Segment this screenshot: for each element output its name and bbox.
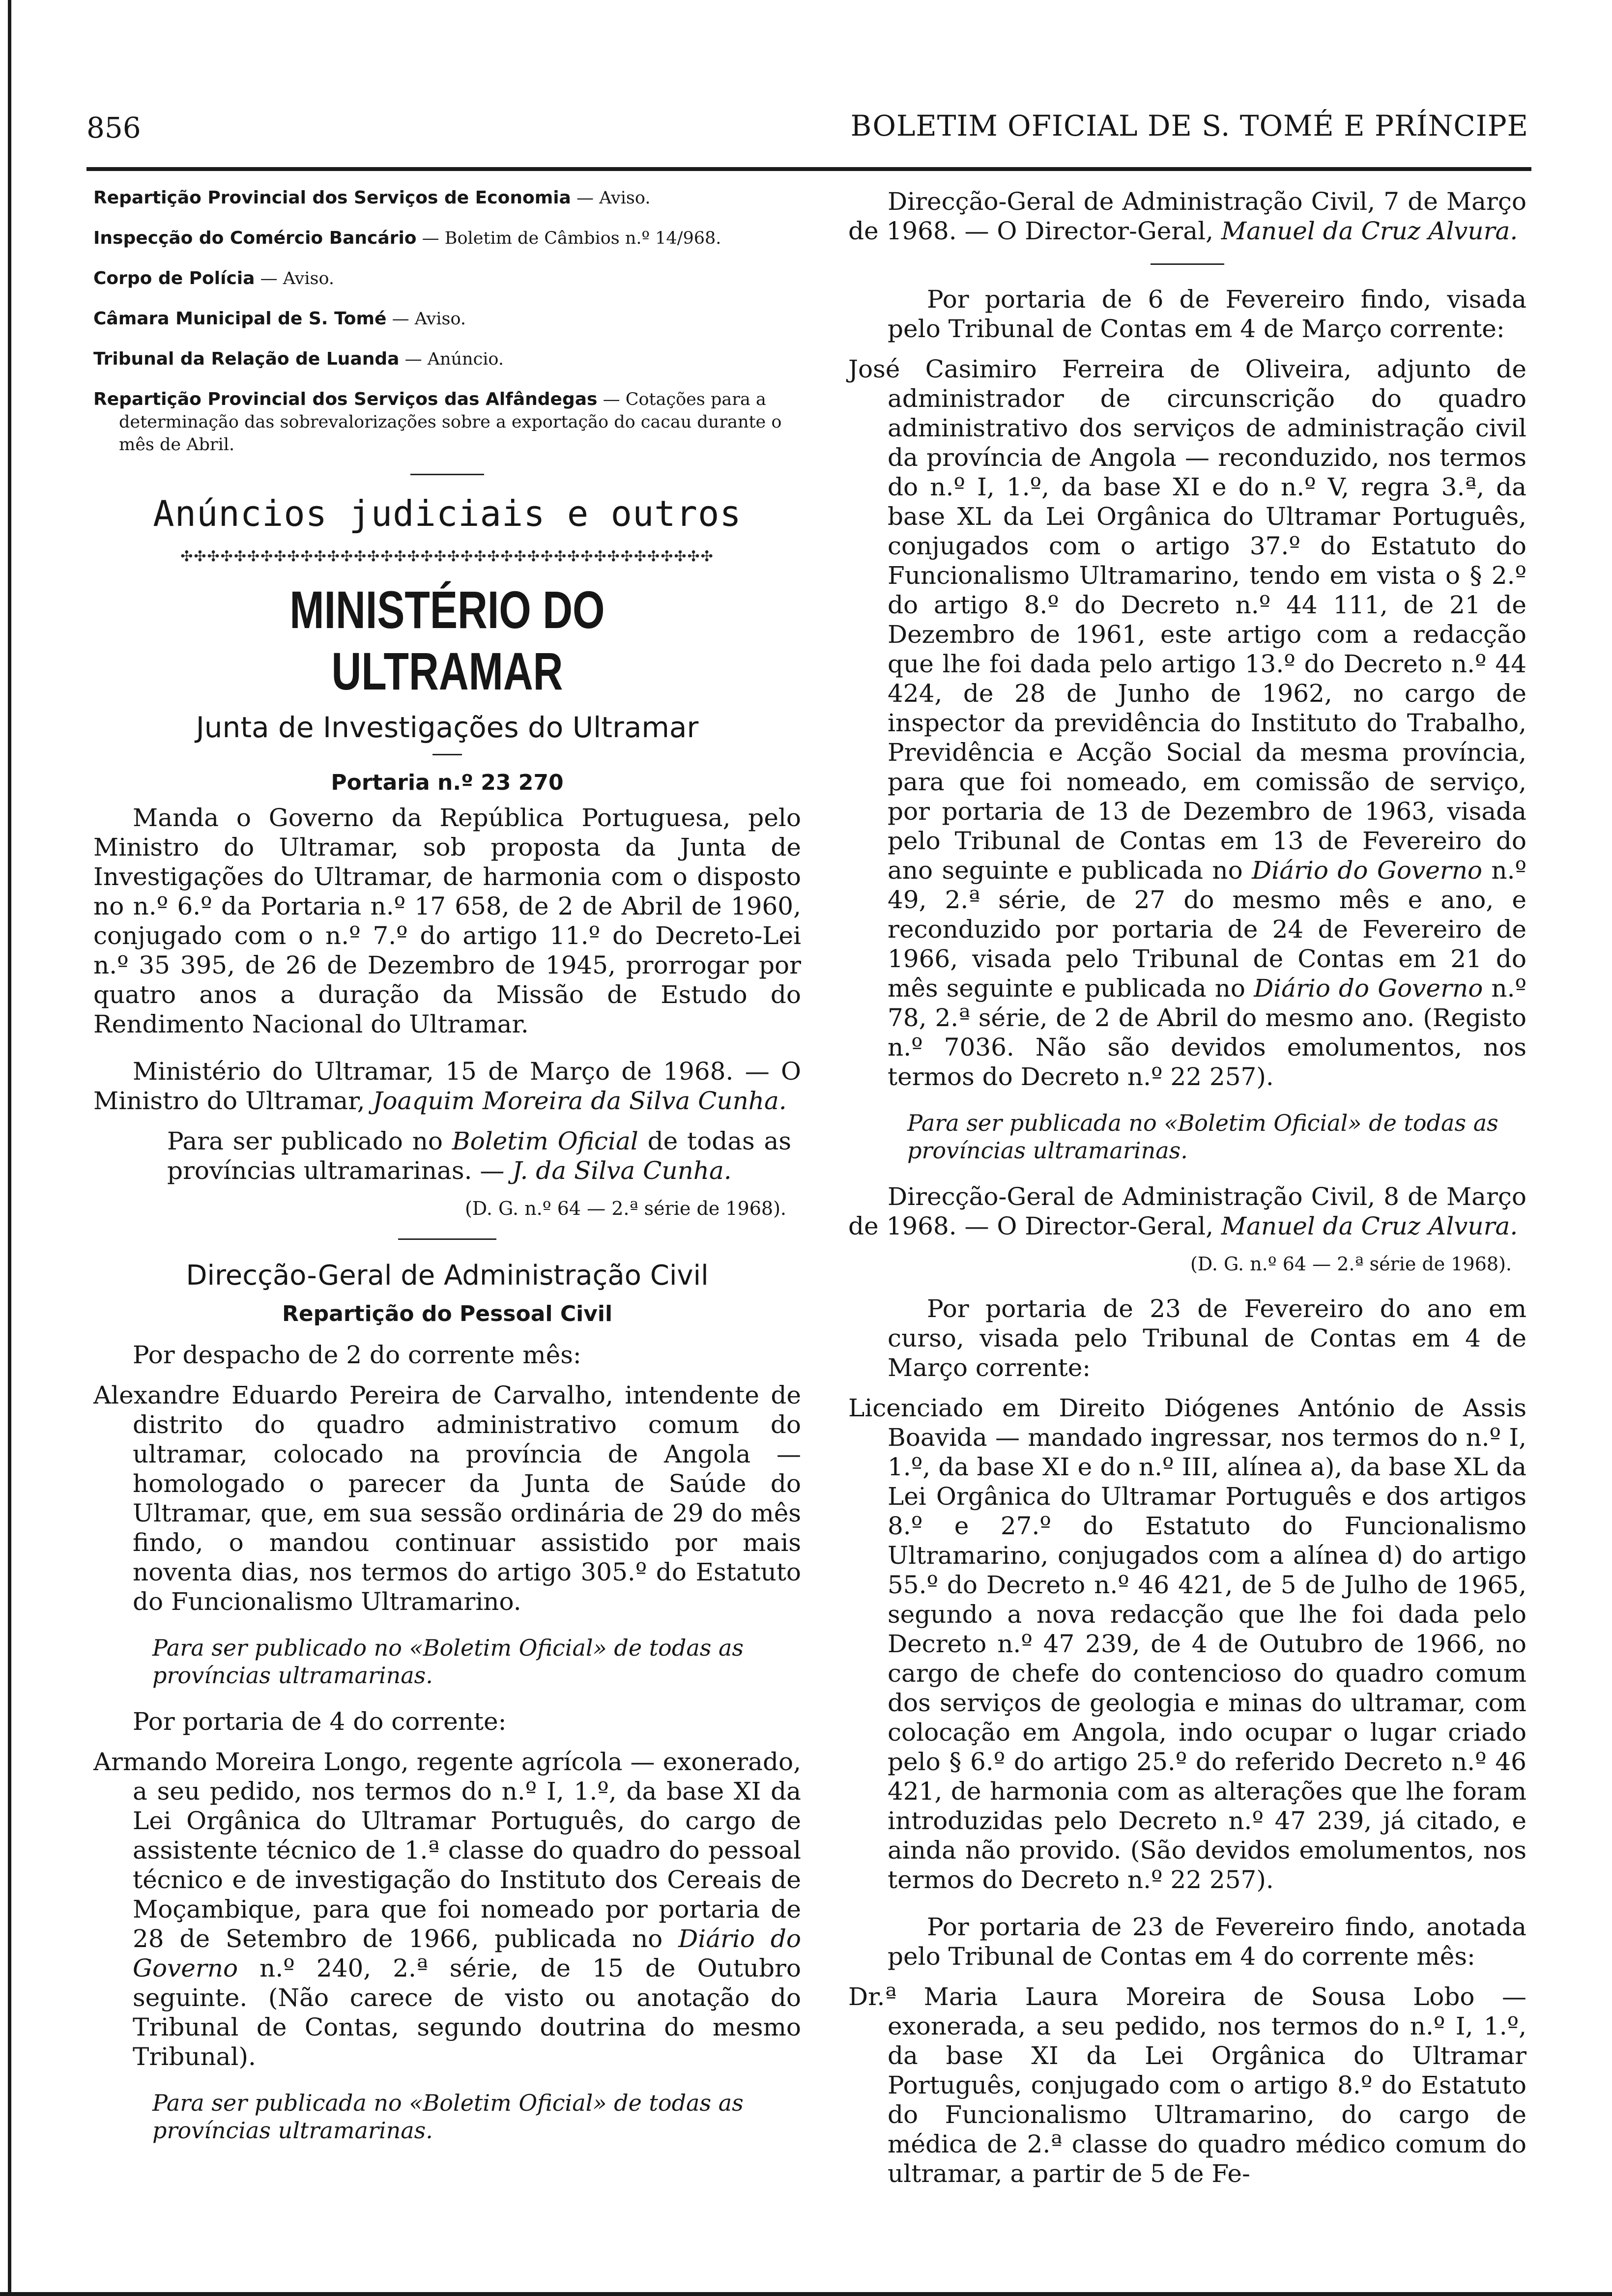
summary-item: Corpo de Polícia — Aviso. <box>93 268 335 288</box>
portaria-2-intro: Por portaria de 23 de Fevereiro do ano em curso, visada pelo Tribunal de Contas em 4 de Março corrente: <box>888 1294 1526 1382</box>
dateline-2: Direcção-Geral de Administração Civil, 8 de Março de 1968. — O Director-Geral, Manuel da Cruz Alvura. <box>848 1182 1526 1240</box>
portaria-longo-body: Armando Moreira Longo, regente agrícola — exonerado, a seu pedido, nos termos do n.º I, 1.º, da base XI da Lei Orgânica do Ultramar Português, do cargo de assistente técnico de 1.ª classe do quadro do pessoal técnico e de investigação do Instituto dos Cereais de Moçambique, para que foi nomeado por portaria de 28 de Setembro de 1966, publicada no Diário do Governo n.º 240, 2.ª série, de 15 de Outubro seguinte. (Não carece de visto ou anotação do Tribunal de Contas, segundo doutrina do mesmo Tribunal). <box>93 1748 802 2071</box>
portaria-intro: Por portaria de 4 do corrente: <box>133 1707 507 1736</box>
portaria-body: Manda o Governo da República Portuguesa, pelo Ministro do Ultramar, sob proposta da Junta de Investigações do Ultramar, de harmonia com o disposto no n.º 6.º da Portaria n.º 17 658, de 2 de Abril de 1960, conjugado com o n.º 7.º do artigo 11.º do Decreto-Lei n.º 35 395, de 26 de Dezembro de 1945, prorrogar por quatro anos a duração da Missão de Estudo do Rendimento Nacional do Ultramar. <box>93 804 801 1038</box>
summary-item: Inspecção do Comércio Bancário — Boletim de Câmbios n.º 14/968. <box>93 228 721 248</box>
portaria-2-body: Licenciado em Direito Diógenes António de Assis Boavida — mandado ingressar, nos termos do n.º I, 1.º, da base XI e do n.º III, alínea a), da base XL da Lei Orgânica do Ultramar Português e dos artigos 8.º e 27.º do Estatuto do Funcionalismo Ultramarino, conjugados com a alínea d) do artigo 55.º do Decreto n.º 46 421, de 5 de Julho de 1965, segundo a nova redacção que lhe foi dada pelo Decreto n.º 47 239, de 4 de Outubro de 1966, no cargo de chefe do contencioso do quadro comum dos serviços de geologia e minas do ultramar, com colocação em Angola, indo ocupar o lugar criado pelo § 6.º do artigo 25.º do referido Decreto n.º 46 421, de harmonia com as alterações que lhe foram introduzidas pelo Decreto n.º 47 239, já citado, e ainda não provido. (São devidos emolumentos, nos termos do Decreto n.º 22 257). <box>848 1394 1526 1894</box>
portaria-signature: Ministério do Ultramar, 15 de Março de 1968. — O Ministro do Ultramar, Joaquim Moreira da Silva Cunha. <box>93 1057 801 1115</box>
despacho-publish-note: Para ser publicado no «Boletim Oficial» de todas as províncias ultramarinas. <box>152 1635 744 1689</box>
portaria-1-intro: Por portaria de 6 de Fevereiro findo, visada pelo Tribunal de Contas em 4 de Março corrente: <box>888 285 1526 343</box>
portaria-longo-note: Para ser publicada no «Boletim Oficial» de todas as províncias ultramarinas. <box>152 2090 744 2144</box>
separator-rule <box>398 1238 496 1240</box>
summary-item: Repartição Provincial dos Serviços de Economia — Aviso. <box>93 188 651 208</box>
scan-edge-bottom <box>0 2292 1612 2296</box>
summary-item: Câmara Municipal de S. Tomé — Aviso. <box>93 309 466 329</box>
portaria-citation: (D. G. n.º 64 — 2.ª série de 1968). <box>464 1198 786 1219</box>
citation-2: (D. G. n.º 64 — 2.ª série de 1968). <box>1190 1253 1512 1275</box>
header-rule <box>86 167 1531 171</box>
right-column <box>848 187 1526 2188</box>
portaria-publish-note: Para ser publicado no Boletim Oficial de todas as províncias ultramarinas. — J. da Silva Cunha. <box>167 1127 791 1185</box>
separator-dash <box>432 754 462 755</box>
page-number: 856 <box>86 111 141 144</box>
repartição-subheading: Repartição do Pessoal Civil <box>282 1301 613 1326</box>
scan-edge-left <box>8 0 11 2296</box>
portaria-heading: Portaria n.º 23 270 <box>331 770 564 795</box>
despacho-body: Alexandre Eduardo Pereira de Carvalho, intendente de distrito do quadro administrativo comum do ultramar, colocado na província de Angola — homologado o parecer da Junta de Saúde do Ultramar, que, em sua sessão ordinária de 29 do mês findo, o mandou continuar assistido por mais noventa dias, nos termos do artigo 305.º do Estatuto do Funcionalismo Ultramarino. <box>93 1381 801 1616</box>
summary-list <box>93 187 801 456</box>
ministry-heading: MINISTÉRIO DO ULTRAMAR <box>289 580 605 701</box>
summary-item: Repartição Provincial dos Serviços das Alfândegas — Cotações para a determinação das sobrevalorizações sobre a exportação do cacau durante o mês de Abril. <box>93 389 782 455</box>
junta-heading: Junta de Investigações do Ultramar <box>196 711 699 744</box>
left-column <box>93 187 801 2144</box>
ornament-border: ✣✣✣✣✣✣✣✣✣✣✣✣✣✣✣✣✣✣✣✣✣✣✣✣✣✣✣✣✣✣✣✣✣✣✣✣✣✣✣✣ <box>180 548 714 565</box>
summary-item: Tribunal da Relação de Luanda — Anúncio. <box>93 349 504 369</box>
publication-title: BOLETIM OFICIAL DE S. TOMÉ E PRÍNCIPE <box>850 109 1528 143</box>
section-heading: Anúncios judiciais e outros <box>153 493 742 534</box>
separator-rule <box>1151 263 1224 265</box>
despacho-intro: Por despacho de 2 do corrente mês: <box>133 1341 581 1369</box>
separator-rule <box>410 474 484 475</box>
portaria-3-intro: Por portaria de 23 de Fevereiro findo, anotada pelo Tribunal de Contas em 4 do corrente mês: <box>888 1913 1526 1971</box>
portaria-1-body: José Casimiro Ferreira de Oliveira, adjunto de administrador de circunscrição do quadro administrativo dos serviços de administração civil da província de Angola — reconduzido, nos termos do n.º I, 1.º, da base XI e do n.º V, regra 3.ª, da base XL da Lei Orgânica do Ultramar Português, conjugados com o artigo 37.º do Estatuto do Funcionalismo Ultramarino, tendo em vista o § 2.º do artigo 8.º do Decreto n.º 44 111, de 21 de Dezembro de 1961, este artigo com a redacção que lhe foi dada pelo artigo 13.º do Decreto n.º 44 424, de 28 de Junho de 1962, no cargo de inspector da previdência do Instituto do Trabalho, Previdência e Acção Social da mesma província, para que foi nomeado, em comissão de serviço, por portaria de 13 de Dezembro de 1963, visada pelo Tribunal de Contas em 13 de Fevereiro do ano seguinte e publicada no Diário do Governo n.º 49, 2.ª série, de 27 do mesmo mês e ano, e reconduzido por portaria de 24 de Fevereiro de 1966, visada pelo Tribunal de Contas em 21 do mês seguinte e publicada no Diário do Governo n.º 78, 2.ª série, de 2 de Abril do mesmo ano. (Registo n.º 7036. Não são devidos emolumentos, nos termos do Decreto n.º 22 257). <box>848 355 1527 1091</box>
portaria-3-body: Dr.ª Maria Laura Moreira de Sousa Lobo — exonerada, a seu pedido, nos termos do n.º I, 1.º, da base XI da Lei Orgânica do Ultramar Português, conjugado com o artigo 8.º do Estatuto do Funcionalismo Ultramarino, do cargo de médica de 2.ª classe do quadro médico comum do ultramar, a partir de 5 de Fe- <box>848 1982 1526 2188</box>
direccao-heading: Direcção-Geral de Administração Civil <box>186 1260 709 1292</box>
portaria-1-note: Para ser publicada no «Boletim Oficial» de todas as províncias ultramarinas. <box>907 1110 1498 1164</box>
dateline-1: Direcção-Geral de Administração Civil, 7 de Março de 1968. — O Director-Geral, Manuel da Cruz Alvura. <box>848 187 1526 245</box>
